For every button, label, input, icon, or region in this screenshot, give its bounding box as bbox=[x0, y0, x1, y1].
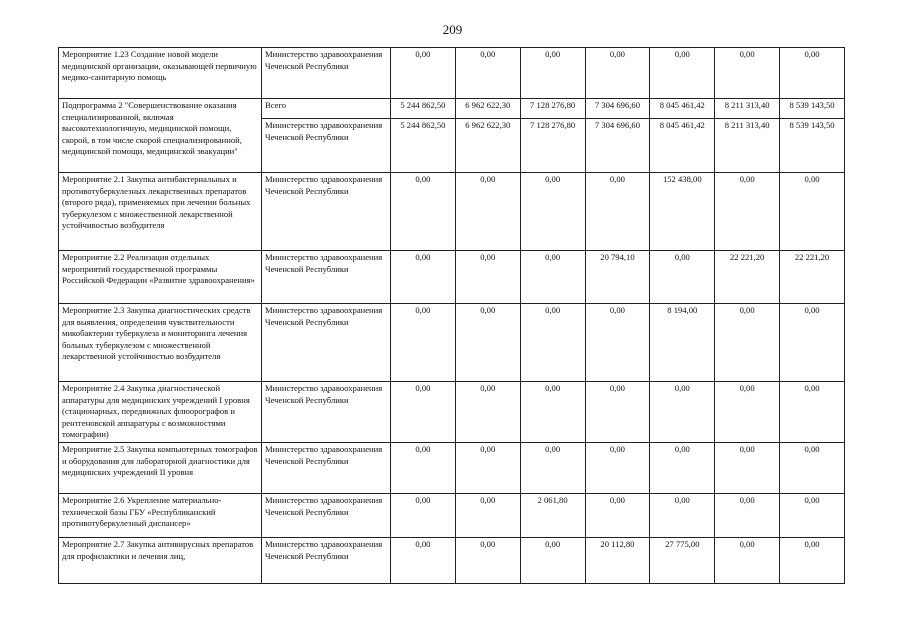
activity-name-cell: Мероприятие 1.23 Создание новой модели медицинской организации, оказывающей первичную медико-санитарную помощь bbox=[59, 48, 262, 99]
funding-value-cell: 0,00 bbox=[391, 304, 456, 382]
executor-cell: Министерство здравоохранения Чеченской Республики bbox=[262, 304, 391, 382]
table-row bbox=[59, 443, 845, 494]
funding-value-cell: 8 045 461,42 bbox=[650, 99, 715, 119]
funding-value-cell: 0,00 bbox=[391, 538, 456, 584]
executor-cell: Министерство здравоохранения Чеченской Республики bbox=[262, 494, 391, 538]
table-row bbox=[59, 99, 845, 119]
funding-value-cell: 0,00 bbox=[650, 494, 715, 538]
activity-name-cell: Мероприятие 2.3 Закупка диагностических средств для выявления, определения чувствительности микобактерии туберкулеза и мониторинга лечения больных туберкулезом с множественной лекарственной устойчивостью возбудителя bbox=[59, 304, 262, 382]
executor-cell: Министерство здравоохранения Чеченской Республики bbox=[262, 382, 391, 443]
activity-name-cell: Мероприятие 2.7 Закупка антивирусных препаратов для профилактики и лечения лиц, bbox=[59, 538, 262, 584]
funding-value-cell: 0,00 bbox=[585, 382, 650, 443]
funding-value-cell: 8 045 461,42 bbox=[650, 119, 715, 173]
funding-value-cell: 0,00 bbox=[455, 382, 520, 443]
funding-value-cell: 8 211 313,40 bbox=[715, 119, 780, 173]
funding-value-cell: 0,00 bbox=[650, 382, 715, 443]
funding-value-cell: 0,00 bbox=[391, 494, 456, 538]
executor-cell: Министерство здравоохранения Чеченской Республики bbox=[262, 119, 391, 173]
funding-value-cell: 0,00 bbox=[650, 443, 715, 494]
funding-value-cell: 8 194,00 bbox=[650, 304, 715, 382]
funding-value-cell: 7 128 276,80 bbox=[520, 99, 585, 119]
funding-value-cell: 0,00 bbox=[391, 382, 456, 443]
funding-value-cell: 0,00 bbox=[780, 304, 845, 382]
activity-name-cell: Мероприятие 2.4 Закупка диагностической аппаратуры для медицинских учреждений I уровня (стационарных, передвижных флюорографов и рентгеновской аппаратуры с возможностями томографии) bbox=[59, 382, 262, 443]
activity-name-cell: Подпрограмма 2 "Совершенствование оказания специализированной, включая высокотехнологичную, медицинской помощи, скорой, в том числе скорой специализированной, медицинской помощи, медицинской эвакуации" bbox=[59, 99, 262, 173]
funding-value-cell: 0,00 bbox=[520, 173, 585, 251]
funding-value-cell: 8 539 143,50 bbox=[780, 99, 845, 119]
funding-value-cell: 0,00 bbox=[715, 173, 780, 251]
funding-value-cell: 2 061,80 bbox=[520, 494, 585, 538]
funding-value-cell: 0,00 bbox=[391, 48, 456, 99]
funding-value-cell: 0,00 bbox=[715, 382, 780, 443]
funding-value-cell: 0,00 bbox=[520, 251, 585, 304]
funding-value-cell: 7 304 696,60 bbox=[585, 119, 650, 173]
funding-value-cell: 0,00 bbox=[585, 48, 650, 99]
funding-value-cell: 0,00 bbox=[780, 48, 845, 99]
table-row bbox=[59, 382, 845, 443]
funding-value-cell: 0,00 bbox=[391, 443, 456, 494]
funding-value-cell: 0,00 bbox=[780, 173, 845, 251]
table-row bbox=[59, 251, 845, 304]
funding-value-cell: 0,00 bbox=[455, 443, 520, 494]
funding-value-cell: 0,00 bbox=[455, 251, 520, 304]
funding-value-cell: 0,00 bbox=[715, 494, 780, 538]
funding-value-cell: 0,00 bbox=[520, 443, 585, 494]
funding-value-cell: 0,00 bbox=[715, 48, 780, 99]
executor-cell: Министерство здравоохранения Чеченской Республики bbox=[262, 443, 391, 494]
funding-value-cell: 0,00 bbox=[391, 251, 456, 304]
funding-value-cell: 0,00 bbox=[391, 173, 456, 251]
table-row bbox=[59, 538, 845, 584]
funding-value-cell: 0,00 bbox=[455, 494, 520, 538]
funding-value-cell: 7 304 696,60 bbox=[585, 99, 650, 119]
funding-value-cell: 6 962 622,30 bbox=[455, 119, 520, 173]
funding-value-cell: 0,00 bbox=[780, 538, 845, 584]
table-row bbox=[59, 304, 845, 382]
funding-value-cell: 0,00 bbox=[715, 538, 780, 584]
funding-value-cell: 0,00 bbox=[650, 251, 715, 304]
funding-value-cell: 0,00 bbox=[585, 173, 650, 251]
activity-name-cell: Мероприятие 2.6 Укрепление материально-технической базы ГБУ «Республиканский противотуберкулезный диспансер» bbox=[59, 494, 262, 538]
funding-value-cell: 6 962 622,30 bbox=[455, 99, 520, 119]
funding-value-cell: 5 244 862,50 bbox=[391, 119, 456, 173]
budget-table bbox=[58, 47, 845, 584]
funding-value-cell: 8 539 143,50 bbox=[780, 119, 845, 173]
funding-value-cell: 0,00 bbox=[780, 443, 845, 494]
funding-value-cell: 0,00 bbox=[780, 494, 845, 538]
funding-value-cell: 0,00 bbox=[455, 173, 520, 251]
funding-value-cell: 0,00 bbox=[715, 443, 780, 494]
funding-value-cell: 7 128 276,80 bbox=[520, 119, 585, 173]
funding-value-cell: 5 244 862,50 bbox=[391, 99, 456, 119]
activity-name-cell: Мероприятие 2.2 Реализация отдельных мероприятий государственной программы Российской Федерации «Развитие здравоохранения» bbox=[59, 251, 262, 304]
funding-value-cell: 0,00 bbox=[585, 443, 650, 494]
table-row bbox=[59, 173, 845, 251]
funding-value-cell: 0,00 bbox=[520, 304, 585, 382]
page-number: 209 bbox=[442, 22, 463, 37]
activity-name-cell: Мероприятие 2.5 Закупка компьютерных томографов и оборудования для лабораторной диагностики для медицинских учреждений II уровня bbox=[59, 443, 262, 494]
activity-name-cell: Мероприятие 2.1 Закупка антибактериальных и противотуберкулезных лекарственных препаратов (второго ряда), применяемых при лечении больных туберкулезом с множественной лекарственной устойчивостью возбудителя bbox=[59, 173, 262, 251]
funding-value-cell: 20 794,10 bbox=[585, 251, 650, 304]
funding-value-cell: 27 775,00 bbox=[650, 538, 715, 584]
executor-cell: Министерство здравоохранения Чеченской Республики bbox=[262, 173, 391, 251]
funding-value-cell: 0,00 bbox=[585, 304, 650, 382]
funding-value-cell: 0,00 bbox=[780, 382, 845, 443]
funding-value-cell: 0,00 bbox=[715, 304, 780, 382]
funding-value-cell: 0,00 bbox=[455, 538, 520, 584]
funding-value-cell: 0,00 bbox=[650, 48, 715, 99]
executor-cell: Всего bbox=[262, 99, 391, 119]
table-row bbox=[59, 494, 845, 538]
funding-value-cell: 152 438,00 bbox=[650, 173, 715, 251]
table-row bbox=[59, 48, 845, 99]
funding-value-cell: 0,00 bbox=[585, 494, 650, 538]
funding-value-cell: 20 112,80 bbox=[585, 538, 650, 584]
funding-value-cell: 0,00 bbox=[520, 48, 585, 99]
funding-value-cell: 0,00 bbox=[455, 48, 520, 99]
funding-value-cell: 8 211 313,40 bbox=[715, 99, 780, 119]
funding-value-cell: 0,00 bbox=[520, 538, 585, 584]
executor-cell: Министерство здравоохранения Чеченской Республики bbox=[262, 48, 391, 99]
executor-cell: Министерство здравоохранения Чеченской Республики bbox=[262, 538, 391, 584]
funding-value-cell: 22 221,20 bbox=[715, 251, 780, 304]
funding-value-cell: 0,00 bbox=[455, 304, 520, 382]
executor-cell: Министерство здравоохранения Чеченской Республики bbox=[262, 251, 391, 304]
funding-value-cell: 0,00 bbox=[520, 382, 585, 443]
funding-value-cell: 22 221,20 bbox=[780, 251, 845, 304]
